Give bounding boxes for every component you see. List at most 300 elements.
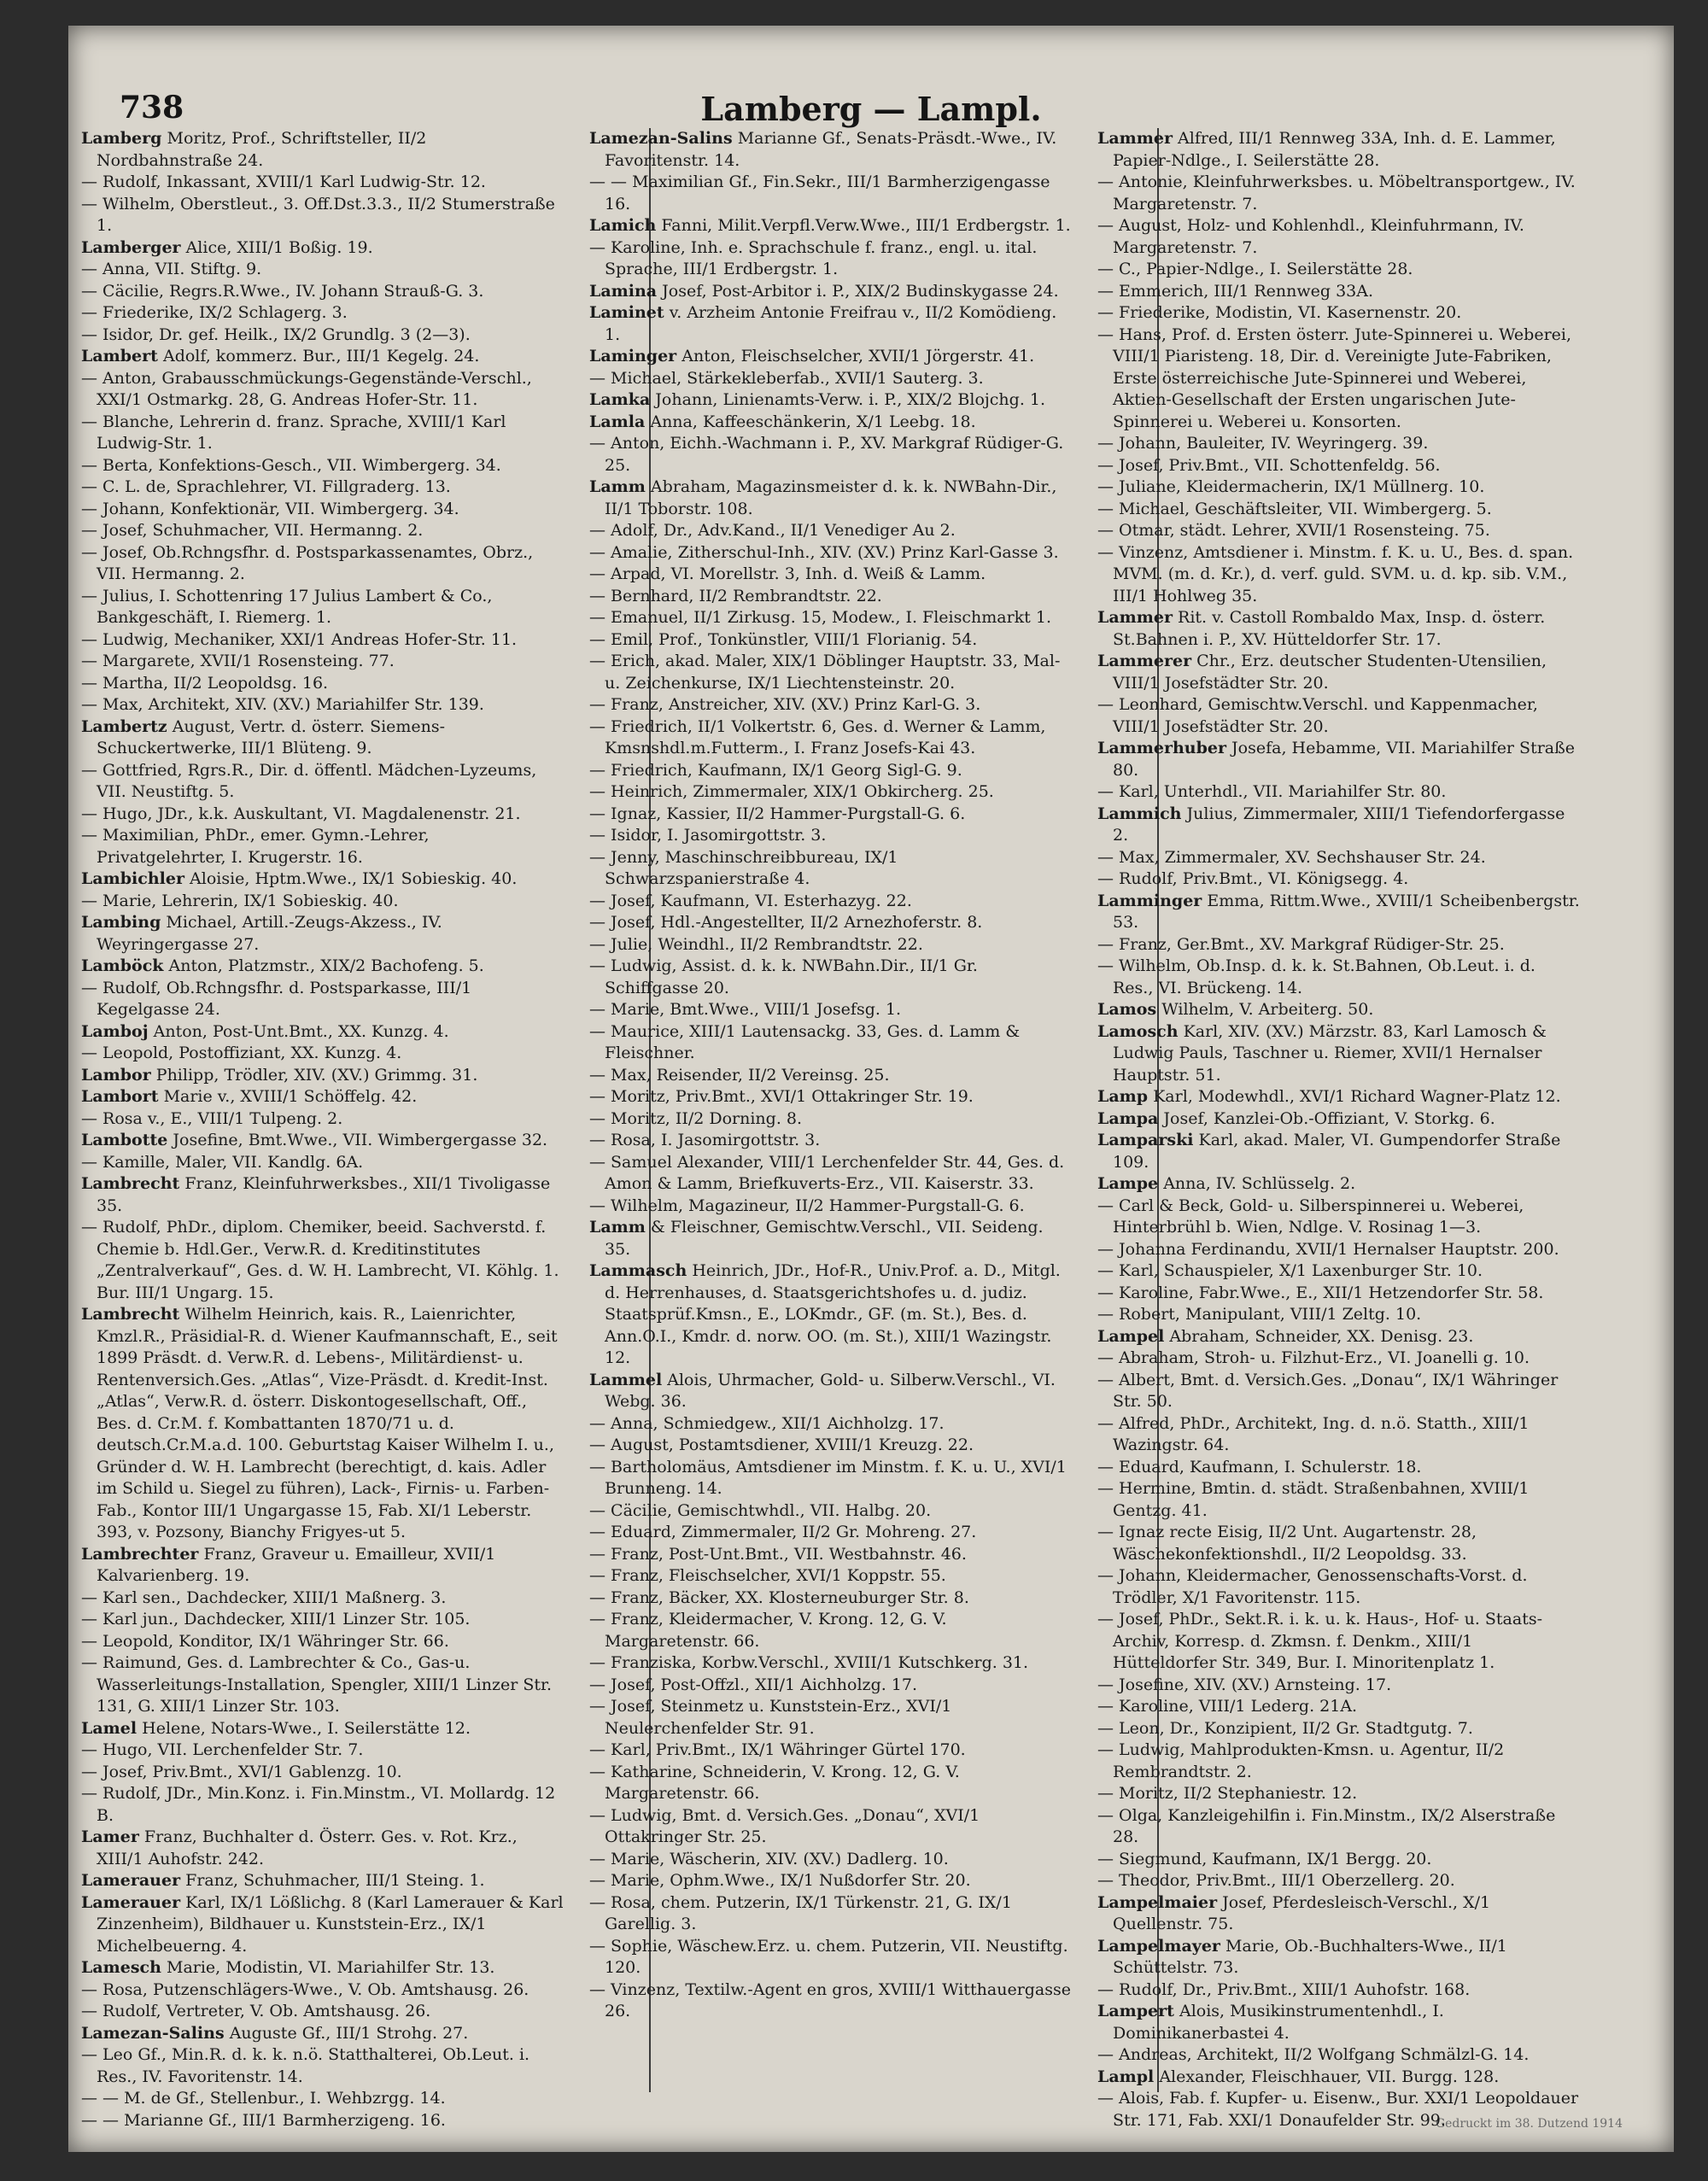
directory-entry xyxy=(81,302,564,325)
directory-entry xyxy=(589,629,1072,652)
entry-text: — Blanche, Lehrerin d. franz. Sprache, XVIII/1 Karl Ludwig-Str. 1. xyxy=(81,412,506,453)
directory-entry xyxy=(1097,281,1580,303)
entry-text: Karl, akad. Maler, VI. Gumpendorfer Straße 109. xyxy=(1113,1131,1561,1172)
directory-entry xyxy=(589,389,1072,412)
entry-text: — Eduard, Kaufmann, I. Schulerstr. 18. xyxy=(1097,1457,1422,1476)
entry-text: — Josef, Priv.Bmt., XVI/1 Gablenzg. 10. xyxy=(81,1762,402,1781)
entry-text: — Rudolf, PhDr., diplom. Chemiker, beeid. Sachverstd. f. Chemie b. Hdl.Ger., Verw.R. d. Kreditinstitutes „Zentralverkauf“, Ges. d. W. H. Lambrecht, VI. Köhlg. 1. Bur. III/1 Ungarg. 15. xyxy=(81,1218,559,1302)
directory-entry xyxy=(589,237,1072,281)
entry-text: — Robert, Manipulant, VIII/1 Zeltg. 10. xyxy=(1097,1305,1422,1324)
entry-text: — Max, Zimmermaler, XV. Sechshauser Str. 24. xyxy=(1097,847,1486,867)
entry-text: — Emil, Prof., Tonkünstler, VIII/1 Florianig. 54. xyxy=(589,629,978,649)
directory-entry xyxy=(81,673,564,695)
directory-entry xyxy=(1097,1173,1580,1196)
directory-entry xyxy=(1097,1849,1580,1871)
directory-entry xyxy=(81,368,564,412)
entry-text: — Karl sen., Dachdecker, XIII/1 Maßnerg. 3. xyxy=(81,1588,447,1607)
directory-entry xyxy=(81,1217,564,1304)
directory-entry xyxy=(589,1652,1072,1675)
entry-surname: Lambort xyxy=(81,1087,159,1106)
directory-entry xyxy=(81,128,564,172)
entry-text: Anton, Fleischselcher, XVII/1 Jörgerstr. 41. xyxy=(676,347,1035,365)
entry-surname: Lamberg xyxy=(81,129,162,148)
entry-surname: Lamesch xyxy=(81,1958,161,1977)
directory-entry xyxy=(589,1370,1072,1413)
entry-text: — Leonhard, Gemischtw.Verschl. und Kappenmacher, VIII/1 Josefstädter Str. 20. xyxy=(1097,695,1538,736)
entry-text: Alois, Uhrmacher, Gold- u. Silberw.Verschl., VI. Webg. 36. xyxy=(605,1370,1056,1411)
entry-text: — — Marianne Gf., III/1 Barmherzigeng. 16. xyxy=(81,2110,446,2130)
directory-entry xyxy=(81,1108,564,1131)
directory-entry xyxy=(1097,607,1580,651)
directory-entry xyxy=(1097,1260,1580,1283)
entry-surname: Lampelmaier xyxy=(1097,1892,1218,1912)
directory-entry xyxy=(1097,1413,1580,1457)
directory-entry xyxy=(1097,2001,1580,2044)
directory-entry xyxy=(589,281,1072,303)
entry-text: Fanni, Milit.Verpfl.Verw.Wwe., III/1 Erdbergstr. 1. xyxy=(656,216,1071,235)
entry-surname: Lampelmayer xyxy=(1097,1936,1220,1956)
entry-surname: Lammel xyxy=(589,1370,663,1389)
directory-entry xyxy=(1097,1979,1580,2002)
directory-entry xyxy=(589,215,1072,237)
directory-entry xyxy=(81,1043,564,1065)
directory-entry xyxy=(81,1870,564,1892)
entry-text: — Rosa v., E., VIII/1 Tulpeng. 2. xyxy=(81,1108,343,1128)
directory-entry xyxy=(1097,302,1580,325)
directory-entry xyxy=(1097,804,1580,847)
directory-entry xyxy=(81,1631,564,1653)
entry-text: Philipp, Trödler, XIV. (XV.) Grimmg. 31. xyxy=(150,1065,478,1085)
entry-text: — Maurice, XIII/1 Lautensackg. 33, Ges. d. Lamm & Fleischner. xyxy=(589,1021,1021,1062)
directory-entry xyxy=(81,1086,564,1108)
entry-text: — Franz, Bäcker, XX. Klosterneuburger Str. 8. xyxy=(589,1588,969,1607)
directory-entry xyxy=(1097,694,1580,738)
directory-entry xyxy=(1097,934,1580,956)
directory-entry xyxy=(1097,738,1580,781)
directory-entry xyxy=(1097,455,1580,477)
entry-text: — Rudolf, Vertreter, V. Ob. Amtshausg. 26. xyxy=(81,2002,431,2020)
directory-entry xyxy=(1097,128,1580,172)
entry-text: — Rosa, Putzenschlägers-Wwe., V. Ob. Amtshausg. 26. xyxy=(81,1979,529,1999)
directory-entry xyxy=(1097,891,1580,934)
entry-text: Wilhelm, V. Arbeiterg. 50. xyxy=(1156,1000,1374,1019)
directory-entry xyxy=(589,1413,1072,1435)
entry-text: — Anna, VII. Stiftg. 9. xyxy=(81,260,262,278)
entry-text: — Leon, Dr., Konzipient, II/2 Gr. Stadtgutg. 7. xyxy=(1097,1718,1473,1738)
directory-entry xyxy=(81,978,564,1021)
entry-surname: Lamka xyxy=(589,390,651,409)
directory-entry xyxy=(589,477,1072,520)
directory-entry xyxy=(1097,325,1580,434)
entry-text: — Ignaz recte Eisig, II/2 Unt. Augartenstr. 28, Wäschekonfektionshdl., II/2 Leopoldsg. 33. xyxy=(1097,1523,1477,1564)
directory-entry xyxy=(589,1696,1072,1740)
directory-entry xyxy=(589,1021,1072,1065)
entry-text: — Michael, Stärkekleberfab., XVII/1 Sauterg. 3. xyxy=(589,368,984,388)
directory-entry xyxy=(81,194,564,237)
directory-entry xyxy=(81,281,564,303)
entry-text: Moritz, Prof., Schriftsteller, II/2 Nordbahnstraße 24. xyxy=(97,129,427,170)
directory-entry xyxy=(589,1435,1072,1457)
directory-entry xyxy=(1097,1936,1580,1979)
directory-entry xyxy=(1097,1283,1580,1305)
directory-entry xyxy=(589,607,1072,629)
directory-entry xyxy=(589,781,1072,804)
entry-text: Johann, Linienamts-Verw. i. P., XIX/2 Blojchg. 1. xyxy=(650,390,1046,409)
entry-text: — Johann, Konfektionär, VII. Wimbergerg. 34. xyxy=(81,499,459,518)
entry-text: Alice, XIII/1 Boßig. 19. xyxy=(180,237,373,257)
directory-entry xyxy=(1097,1870,1580,1892)
directory-entry xyxy=(589,1544,1072,1566)
entry-text: — Leo Gf., Min.R. d. k. k. n.ö. Statthalterei, Ob.Leut. i. Res., IV. Favoritenstr. 14. xyxy=(81,2045,530,2086)
entry-text: Auguste Gf., III/1 Strohg. 27. xyxy=(224,2023,469,2043)
directory-entry xyxy=(81,651,564,673)
directory-entry xyxy=(1097,1021,1580,1087)
entry-surname: Lampl xyxy=(1097,2067,1155,2086)
entry-text: — Erich, akad. Maler, XIX/1 Döblinger Hauptstr. 33, Mal- u. Zeichenkurse, IX/1 Liechtensteinstr. 20. xyxy=(589,652,1061,693)
entry-text: Alfred, III/1 Rennweg 33A, Inh. d. E. Lammer, Papier-Ndlge., I. Seilerstätte 28. xyxy=(1113,129,1556,170)
entry-surname: Lamla xyxy=(589,412,646,431)
directory-entry xyxy=(81,499,564,521)
entry-text: — Marie, Ophm.Wwe., IX/1 Nußdorfer Str. 20. xyxy=(589,1871,971,1890)
entry-text: Josef, Pferdesleisch-Verschl., X/1 Quellenstr. 75. xyxy=(1113,1892,1491,1933)
entry-text: — Ignaz, Kassier, II/2 Hammer-Purgstall-G. 6. xyxy=(589,804,966,823)
entry-text: — Anton, Grabausschmückungs-Gegenstände-Verschl., XXI/1 Ostmarkg. 28, G. Andreas Hofer-Str. 11. xyxy=(81,368,532,409)
page-number: 738 xyxy=(120,90,184,126)
directory-entry xyxy=(81,956,564,978)
entry-text: — Julius, I. Schottenring 17 Julius Lambert & Co., Bankgeschäft, I. Riemerg. 1. xyxy=(81,586,493,627)
directory-entry xyxy=(81,1783,564,1827)
entry-text: & Fleischner, Gemischtw.Verschl., VII. Seideng. 35. xyxy=(605,1218,1044,1259)
entry-text: — Leopold, Postoffiziant, XX. Kunzg. 4. xyxy=(81,1044,402,1062)
entry-text: Chr., Erz. deutscher Studenten-Utensilien, VIII/1 Josefstädter Str. 20. xyxy=(1113,652,1547,693)
directory-entry xyxy=(589,760,1072,782)
entry-text: — Jenny, Maschinschreibbureau, IX/1 Schwarzspanierstraße 4. xyxy=(589,847,898,888)
entry-text: — Karoline, VIII/1 Lederg. 21A. xyxy=(1097,1697,1358,1716)
entry-text: Julius, Zimmermaler, XIII/1 Tiefendorfergasse 2. xyxy=(1113,804,1565,845)
directory-entry xyxy=(589,172,1072,215)
entry-text: — Kamille, Maler, VII. Kandlg. 6A. xyxy=(81,1152,364,1172)
entry-text: — Michael, Geschäftsleiter, VII. Wimbergerg. 5. xyxy=(1097,499,1492,518)
directory-entry xyxy=(589,1500,1072,1523)
directory-entry xyxy=(1097,1718,1580,1740)
directory-entry xyxy=(1097,499,1580,521)
directory-entry xyxy=(589,586,1072,608)
entry-text: — Josefine, XIV. (XV.) Arnsteing. 17. xyxy=(1097,1675,1392,1694)
directory-entry xyxy=(1097,1609,1580,1675)
directory-entry xyxy=(81,891,564,913)
directory-entry xyxy=(589,651,1072,694)
entry-text: Josefa, Hebamme, VII. Mariahilfer Straße 80. xyxy=(1113,739,1576,780)
entry-text: — Rudolf, JDr., Min.Konz. i. Fin.Minstm., VI. Mollardg. 12 B. xyxy=(81,1784,556,1825)
entry-text: — Ludwig, Assist. d. k. k. NWBahn.Dir., II/1 Gr. Schiffgasse 20. xyxy=(589,956,978,997)
entry-text: — Heinrich, Zimmermaler, XIX/1 Obkircherg. 25. xyxy=(589,782,994,801)
entry-surname: Lambor xyxy=(81,1065,151,1085)
entry-text: — Cäcilie, Regrs.R.Wwe., IV. Johann Strauß-G. 3. xyxy=(81,281,484,301)
directory-entry xyxy=(589,912,1072,934)
entry-surname: Lamm xyxy=(589,1218,646,1237)
directory-entry xyxy=(81,804,564,826)
entry-text: Marie, Modistin, VI. Mariahilfer Str. 13. xyxy=(161,1958,495,1977)
directory-entry xyxy=(81,716,564,760)
entry-text: — Katharine, Schneiderin, V. Krong. 12, G. V. Margaretenstr. 66. xyxy=(589,1762,960,1803)
directory-entry xyxy=(1097,956,1580,999)
entry-text: Helene, Notars-Wwe., I. Seilerstätte 12. xyxy=(137,1718,471,1738)
entry-text: — Karl, Unterhdl., VII. Mariahilfer Str. 80. xyxy=(1097,782,1447,801)
directory-entry xyxy=(81,172,564,194)
directory-entry xyxy=(589,1849,1072,1871)
entry-text: Karl, XIV. (XV.) Märzstr. 83, Karl Lamosch & Ludwig Pauls, Taschner u. Riemer, XVII/1 Hernalser Hauptstr. 51. xyxy=(1113,1021,1547,1085)
directory-entry xyxy=(81,455,564,477)
directory-entry xyxy=(1097,172,1580,215)
entry-text: — Andreas, Architekt, II/2 Wolfgang Schmälzl-G. 14. xyxy=(1097,2045,1530,2064)
directory-entry xyxy=(81,694,564,716)
entry-text: — Otmar, städt. Lehrer, XVII/1 Rosensteing. 75. xyxy=(1097,521,1490,540)
entry-text: Wilhelm Heinrich, kais. R., Laienrichter, Kmzl.R., Präsidial-R. d. Wiener Kaufmannschaft, E., seit 1899 Präsdt. d. Verw.R. d. Lebens-, Militärdienst- u. Rentenversich.Ges. „Atlas“, Vize-Präsdt. d. Kredit-Inst. „Atlas“, Verw.R. d. österr. Diskontogesellschaft, Off., Bes. d. Cr.M. f. Kombattanten 1870/71 u. d. deutsch.Cr.M.a.d. 100. Geburtstag Kaiser Wilhelm I. u., Gründer d. W. H. Lambrecht (berechtigt, d. kais. Adler im Schild u. Siegel zu führen), Lack-, Firnis- u. Farben-Fab., Kontor III/1 Ungargasse 15, Fab. XI/1 Leberstr. 393, v. Pozsony, Bianchy Frigyes-ut 5. xyxy=(97,1305,558,1541)
entry-text: Marie v., XVIII/1 Schöffelg. 42. xyxy=(158,1087,418,1106)
entry-text: — Anna, Schmiedgew., XII/1 Aichholzg. 17. xyxy=(589,1413,945,1433)
entry-surname: Lammer xyxy=(1097,608,1173,627)
directory-entry xyxy=(81,1173,564,1217)
directory-entry xyxy=(1097,2088,1580,2131)
entry-text: August, Vertr. d. österr. Siemens-Schuckertwerke, III/1 Blüteng. 9. xyxy=(97,716,446,757)
directory-entry xyxy=(81,325,564,347)
entry-text: — Franz, Fleischselcher, XVI/1 Koppstr. 55. xyxy=(589,1566,946,1585)
entry-surname: Lambrechter xyxy=(81,1544,199,1564)
directory-entry xyxy=(1097,1675,1580,1697)
entry-surname: Laminger xyxy=(589,347,677,365)
entry-text: — August, Holz- und Kohlenhdl., Kleinfuhrmann, IV. Margaretenstr. 7. xyxy=(1097,216,1524,257)
entry-text: — Olga, Kanzleigehilfin i. Fin.Minstm., IX/2 Alserstraße 28. xyxy=(1097,1805,1556,1846)
entry-text: — Alfred, PhDr., Architekt, Ing. d. n.ö. Statth., XIII/1 Wazingstr. 64. xyxy=(1097,1413,1530,1454)
entry-text: — Franziska, Korbw.Verschl., XVIII/1 Kutschkerg. 31. xyxy=(589,1653,1029,1672)
directory-entry xyxy=(81,1652,564,1718)
directory-entry xyxy=(81,2088,564,2110)
entry-text: — Amalie, Zitherschul-Inh., XIV. (XV.) Prinz Karl-Gasse 3. xyxy=(589,542,1059,562)
entry-surname: Lambertz xyxy=(81,716,167,736)
entry-text: — Ludwig, Bmt. d. Versich.Ges. „Donau“, XVI/1 Ottakringer Str. 25. xyxy=(589,1805,980,1846)
entry-surname: Lamm xyxy=(589,477,646,496)
entry-text: — Leopold, Konditor, IX/1 Währinger Str. 66. xyxy=(81,1631,449,1651)
entry-text: — — M. de Gf., Stellenbur., I. Wehbzrgg. 14. xyxy=(81,2089,446,2108)
directory-entry xyxy=(1097,1565,1580,1609)
entry-surname: Lamezan-Salins xyxy=(81,2023,225,2043)
entry-text: — Alois, Fab. f. Kupfer- u. Eisenw., Bur. XXI/1 Leopoldauer Str. 171, Fab. XXI/1 Donaufelder Str. 99. xyxy=(1097,2089,1579,2130)
entry-text: — Isidor, I. Jasomirgottstr. 3. xyxy=(589,826,827,845)
entry-surname: Lamos xyxy=(1097,1000,1157,1019)
directory-entry xyxy=(589,804,1072,826)
entry-text: — Anton, Eichh.-Wachmann i. P., XV. Markgraf Rüdiger-G. 25. xyxy=(589,434,1064,475)
entry-text: Marie, Ob.-Buchhalters-Wwe., II/1 Schüttelstr. 73. xyxy=(1113,1936,1507,1977)
entry-text: — Antonie, Kleinfuhrwerksbes. u. Möbeltransportgew., IV. Margaretenstr. 7. xyxy=(1097,172,1576,213)
entry-text: — Rosa, I. Jasomirgottstr. 3. xyxy=(589,1131,821,1149)
entry-text: — Albert, Bmt. d. Versich.Ges. „Donau“, IX/1 Währinger Str. 50. xyxy=(1097,1370,1559,1411)
entry-text: — Josef, Kaufmann, VI. Esterhazyg. 22. xyxy=(589,891,912,910)
entry-text: Abraham, Schneider, XX. Denisg. 23. xyxy=(1164,1326,1474,1346)
entry-surname: Lamböck xyxy=(81,956,164,975)
entry-text: — Maximilian, PhDr., emer. Gymn.-Lehrer, Privatgelehrter, I. Krugerstr. 16. xyxy=(81,826,430,867)
directory-entry xyxy=(589,694,1072,716)
entry-surname: Lamich xyxy=(589,216,657,235)
directory-entry xyxy=(1097,868,1580,891)
entry-surname: Lambert xyxy=(81,347,158,365)
entry-text: — Bernhard, II/2 Rembrandtstr. 22. xyxy=(589,586,882,605)
entry-text: — Max, Architekt, XIV. (XV.) Mariahilfer Str. 139. xyxy=(81,695,484,714)
entry-text: — Franz, Ger.Bmt., XV. Markgraf Rüdiger-Str. 25. xyxy=(1097,934,1505,954)
entry-text: — Moritz, II/2 Stephaniestr. 12. xyxy=(1097,1784,1358,1803)
directory-entry xyxy=(81,1130,564,1152)
entry-text: Aloisie, Hptm.Wwe., IX/1 Sobieskig. 40. xyxy=(184,869,518,888)
directory-entry xyxy=(589,346,1072,368)
directory-entry xyxy=(1097,2067,1580,2089)
entry-text: Franz, Buchhalter d. Österr. Ges. v. Rot. Krz., XIII/1 Auhofstr. 242. xyxy=(97,1827,518,1868)
entry-text: — Friedrich, Kaufmann, IX/1 Georg Sigl-G. 9. xyxy=(589,760,962,780)
directory-entry xyxy=(589,891,1072,913)
directory-entry xyxy=(589,956,1072,999)
entry-text: — Josef, PhDr., Sekt.R. i. k. u. k. Haus-, Hof- u. Staats-Archiv, Korresp. d. Zkmsn. f. Denkm., XIII/1 Hütteldorfer Str. 349, Bur. I. Minoritenplatz 1. xyxy=(1097,1610,1543,1672)
directory-entry xyxy=(589,1870,1072,1892)
directory-entry xyxy=(589,520,1072,542)
entry-text: — Samuel Alexander, VIII/1 Lerchenfelder Str. 44, Ges. d. Amon & Lamm, Briefkuverts-Erz., VII. Kaiserstr. 33. xyxy=(589,1152,1065,1193)
entry-surname: Lampe xyxy=(1097,1174,1159,1193)
entry-text: — Johann, Bauleiter, IV. Weyringerg. 39. xyxy=(1097,434,1429,453)
directory-entry xyxy=(1097,1478,1580,1522)
directory-entry xyxy=(1097,781,1580,804)
directory-entry xyxy=(1097,1108,1580,1131)
entry-surname: Lampert xyxy=(1097,2002,1174,2020)
directory-entry xyxy=(81,912,564,956)
directory-entry xyxy=(1097,1304,1580,1326)
entry-text: — Karl jun., Dachdecker, XIII/1 Linzer Str. 105. xyxy=(81,1610,471,1628)
directory-entry xyxy=(81,1588,564,1610)
entry-text: Josef, Post-Arbitor i. P., XIX/2 Budinskygasse 24. xyxy=(657,281,1059,301)
entry-text: — Rudolf, Inkassant, XVIII/1 Karl Ludwig-Str. 12. xyxy=(81,172,486,191)
entry-surname: Lampa xyxy=(1097,1108,1159,1128)
entry-text: — Hermine, Bmtin. d. städt. Straßenbahnen, XVIII/1 Gentzg. 41. xyxy=(1097,1479,1530,1520)
entry-text: — Martha, II/2 Leopoldsg. 16. xyxy=(81,673,329,693)
entry-text: — Moritz, II/2 Dorning. 8. xyxy=(589,1108,803,1128)
entry-text: — Berta, Konfektions-Gesch., VII. Wimbergerg. 34. xyxy=(81,455,501,475)
directory-entry xyxy=(1097,433,1580,455)
directory-entry xyxy=(1097,1892,1580,1936)
entry-text: Franz, Kleinfuhrwerksbes., XII/1 Tivoligasse 35. xyxy=(97,1174,551,1215)
entry-surname: Lamberger xyxy=(81,237,181,257)
entry-text: — Franz, Anstreicher, XIV. (XV.) Prinz Karl-G. 3. xyxy=(589,695,981,714)
directory-entry xyxy=(589,542,1072,564)
entry-text: — Wilhelm, Oberstleut., 3. Off.Dst.3.3., II/2 Stumerstraße 1. xyxy=(81,194,555,235)
entry-surname: Lampel xyxy=(1097,1326,1165,1346)
entry-text: Anton, Platzmstr., XIX/2 Bachofeng. 5. xyxy=(163,956,484,975)
directory-entry xyxy=(589,999,1072,1021)
directory-entry xyxy=(81,520,564,542)
directory-entry xyxy=(589,1936,1072,1979)
entry-text: — — Maximilian Gf., Fin.Sekr., III/1 Barmherzigengasse 16. xyxy=(589,172,1050,213)
directory-entry xyxy=(589,1609,1072,1652)
directory-entry xyxy=(81,1740,564,1762)
entry-text: Emma, Rittm.Wwe., XVIII/1 Scheibenbergstr. 53. xyxy=(1113,891,1580,932)
directory-entry xyxy=(81,1762,564,1784)
entry-text: — Julie, Weindhl., II/2 Rembrandtstr. 22. xyxy=(589,934,923,954)
directory-entry xyxy=(589,1565,1072,1588)
entry-text: Josef, Kanzlei-Ob.-Offiziant, V. Storkg. 6. xyxy=(1158,1108,1495,1128)
directory-entry xyxy=(1097,215,1580,259)
directory-entry xyxy=(81,542,564,586)
entry-text: — Marie, Lehrerin, IX/1 Sobieskig. 40. xyxy=(81,891,399,910)
entry-text: Adolf, kommerz. Bur., III/1 Kegelg. 24. xyxy=(157,347,480,365)
directory-entry xyxy=(81,1304,564,1544)
directory-entry xyxy=(81,2001,564,2023)
directory-entry xyxy=(1097,477,1580,499)
directory-entry xyxy=(81,346,564,368)
entry-text: — Friederike, IX/2 Schlagerg. 3. xyxy=(81,303,348,322)
directory-entry xyxy=(589,1762,1072,1805)
entry-surname: Lambotte xyxy=(81,1131,168,1149)
directory-entry xyxy=(1097,651,1580,694)
entry-text: Michael, Artill.-Zeugs-Akzess., IV. Weyringergasse 27. xyxy=(97,913,442,954)
entry-text: — Franz, Kleidermacher, V. Krong. 12, G. V. Margaretenstr. 66. xyxy=(589,1610,947,1651)
directory-entry xyxy=(1097,1783,1580,1805)
directory-entry xyxy=(81,1718,564,1740)
entry-text: — August, Postamtsdiener, XVIII/1 Kreuzg. 22. xyxy=(589,1435,974,1454)
entry-text: — Eduard, Zimmermaler, II/2 Gr. Mohreng. 27. xyxy=(589,1523,977,1541)
directory-entry xyxy=(81,2023,564,2045)
directory-entry xyxy=(589,1065,1072,1087)
directory-entry xyxy=(1097,1740,1580,1783)
entry-text: — Vinzenz, Textilw.-Agent en gros, XVIII/1 Witthauergasse 26. xyxy=(589,1979,1072,2020)
directory-entry xyxy=(81,259,564,281)
directory-entry xyxy=(81,1827,564,1870)
entry-surname: Lammich xyxy=(1097,804,1182,823)
directory-entry xyxy=(1097,259,1580,281)
entry-text: — Theodor, Priv.Bmt., III/1 Oberzellerg. 20. xyxy=(1097,1871,1455,1890)
directory-entry xyxy=(1097,1326,1580,1348)
entry-surname: Lambrecht xyxy=(81,1305,180,1324)
entry-text: Anna, Kaffeeschänkerin, X/1 Leebg. 18. xyxy=(645,412,976,431)
directory-entry xyxy=(81,412,564,455)
entry-surname: Lamezan-Salins xyxy=(589,129,733,148)
entry-text: — Rudolf, Priv.Bmt., VI. Königsegg. 4. xyxy=(1097,869,1409,888)
entry-text: — Karl, Schauspieler, X/1 Laxenburger Str. 10. xyxy=(1097,1261,1483,1280)
directory-entry xyxy=(81,868,564,891)
entry-surname: Lamp xyxy=(1097,1087,1149,1106)
directory-entry xyxy=(589,433,1072,477)
entry-surname: Lammasch xyxy=(589,1261,687,1280)
entry-text: Karl, Modewhdl., XVI/1 Richard Wagner-Platz 12. xyxy=(1148,1087,1561,1106)
directory-entry xyxy=(1097,520,1580,542)
directory-entry xyxy=(589,1108,1072,1131)
directory-entry xyxy=(81,1544,564,1588)
entry-text: Anton, Post-Unt.Bmt., XX. Kunzg. 4. xyxy=(148,1021,449,1041)
entry-text: — Marie, Bmt.Wwe., VIII/1 Josefsg. 1. xyxy=(589,1000,902,1019)
entry-surname: Lammerhuber xyxy=(1097,739,1226,757)
entry-text: — Emmerich, III/1 Rennweg 33A. xyxy=(1097,281,1374,301)
directory-entry xyxy=(1097,1239,1580,1261)
column-1 xyxy=(81,128,564,2130)
directory-entry xyxy=(1097,2044,1580,2067)
entry-surname: Lambing xyxy=(81,913,161,932)
entry-text: — Wilhelm, Magazineur, II/2 Hammer-Purgstall-G. 6. xyxy=(589,1196,1025,1215)
print-note: Gedruckt im 38. Dutzend 1914 xyxy=(1435,2117,1623,2131)
entry-text: — Margarete, XVII/1 Rosensteing. 77. xyxy=(81,652,395,670)
entry-text: — Rudolf, Dr., Priv.Bmt., XIII/1 Auhofstr. 168. xyxy=(1097,1979,1471,1999)
directory-entry xyxy=(589,1152,1072,1196)
entry-text: — Juliane, Kleidermacherin, IX/1 Müllnerg. 10. xyxy=(1097,477,1485,496)
entry-surname: Lamboj xyxy=(81,1021,149,1041)
entry-text: — Hugo, VII. Lerchenfelder Str. 7. xyxy=(81,1740,364,1759)
entry-text: — Franz, Post-Unt.Bmt., VII. Westbahnstr. 46. xyxy=(589,1544,967,1564)
entry-text: — Josef, Steinmetz u. Kunststein-Erz., XVI/1 Neulerchenfelder Str. 91. xyxy=(589,1697,952,1738)
entry-text: — Moritz, Priv.Bmt., XVI/1 Ottakringer Str. 19. xyxy=(589,1087,974,1106)
entry-text: Rit. v. Castoll Rombaldo Max, Insp. d. österr. St.Bahnen i. P., XV. Hütteldorfer Str. 17. xyxy=(1113,608,1546,649)
